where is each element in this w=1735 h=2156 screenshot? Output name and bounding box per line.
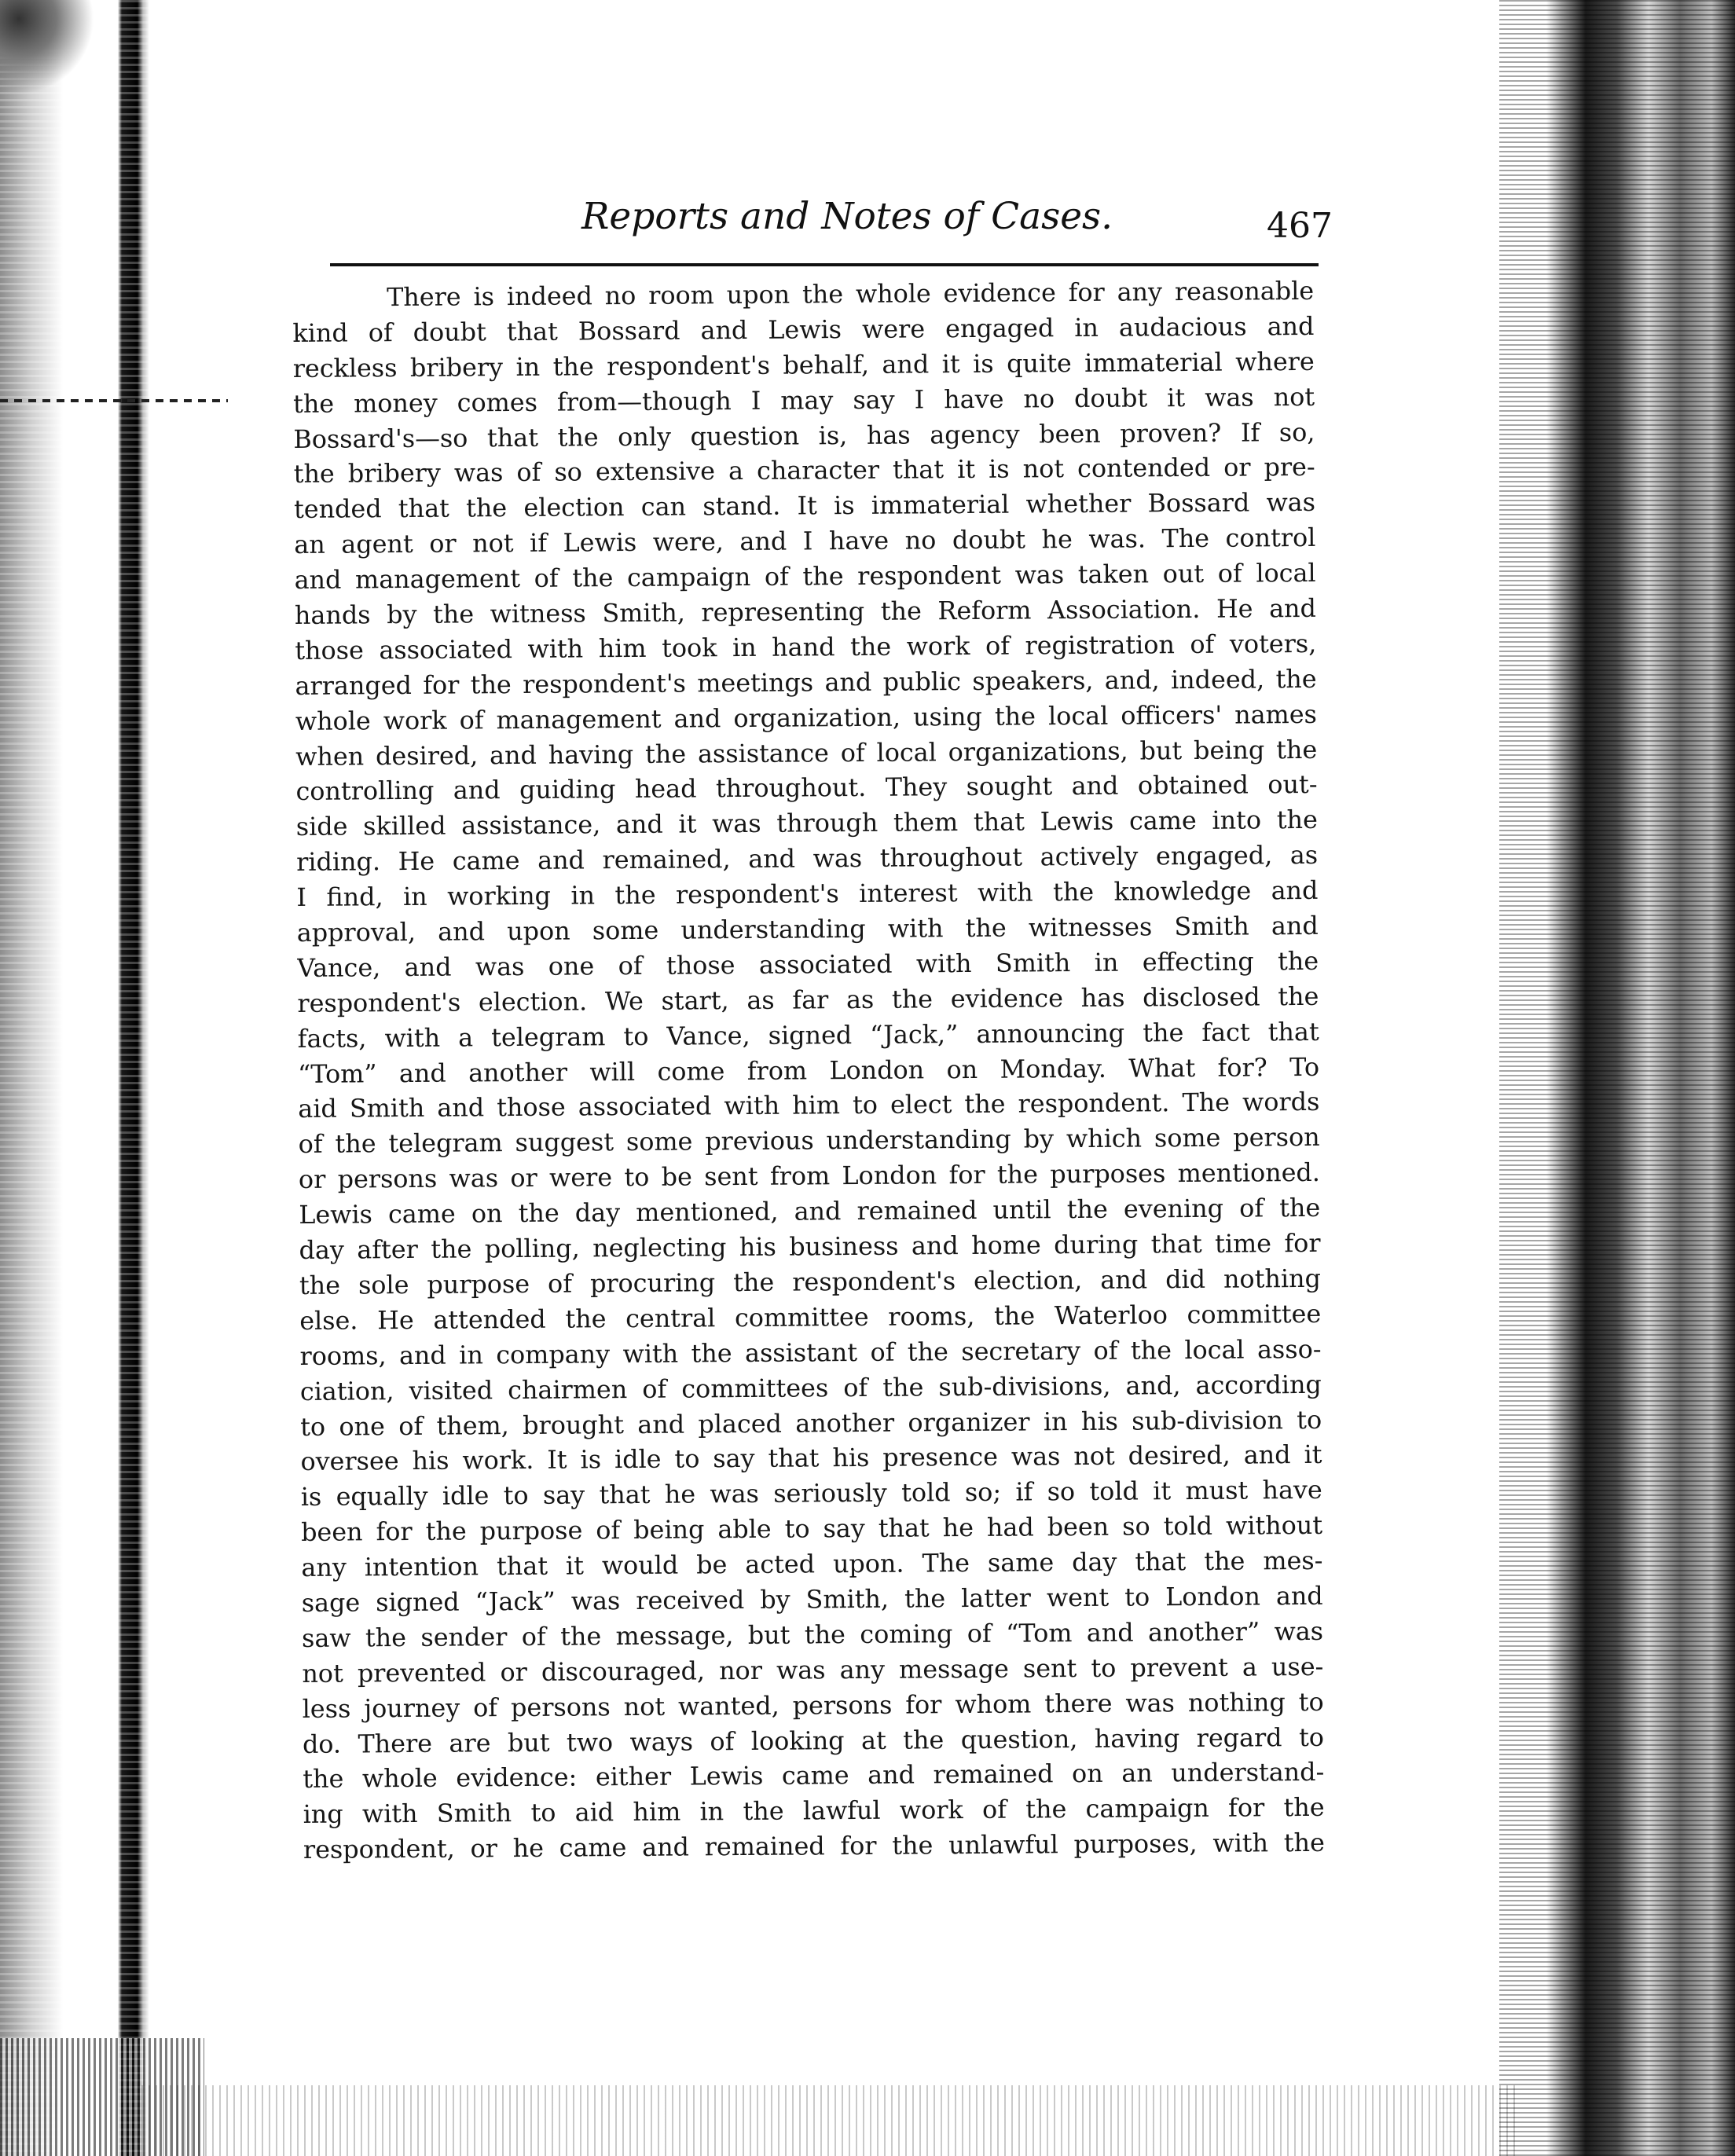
scan-margin-mark <box>0 399 228 402</box>
text-line: the money comes from—though I may say I have no doubt it was not <box>292 382 1315 419</box>
header-rule <box>330 263 1319 266</box>
text-line: Bossard's—so that the only question is, has agency been proven? If so, <box>293 417 1315 454</box>
text-line: approval, and upon some understanding with the witnesses Smith and <box>296 911 1319 948</box>
scan-bottom-edge <box>141 2085 1515 2156</box>
page-number: 467 <box>1267 206 1333 246</box>
text-line: any intention that it would be acted upon. The same day that the mes- <box>301 1546 1323 1583</box>
text-line: of the telegram suggest some previous understanding by which some person <box>298 1123 1320 1160</box>
text-line: saw the sender of the message, but the coming of “Tom and another” was <box>301 1616 1324 1653</box>
text-line: the bribery was of so extensive a character that it is not contended or pre- <box>293 453 1315 490</box>
text-line: to one of them, brought and placed another organizer in his sub-division to <box>300 1405 1322 1442</box>
text-line: day after the polling, neglecting his business and home during that time for <box>299 1228 1321 1266</box>
text-line: Vance, and was one of those associated with Smith in effecting the <box>296 946 1319 983</box>
text-line: whole work of management and organization, using the local officers' names <box>295 699 1318 736</box>
text-line: I find, in working in the respondent's interest with the knowledge and <box>296 876 1319 913</box>
text-line: an agent or not if Lewis were, and I have no doubt he was. The control <box>294 523 1316 560</box>
text-line: There is indeed no room upon the whole evidence for any reasonable <box>387 276 1315 313</box>
text-line: else. He attended the central committee rooms, the Waterloo committee <box>299 1299 1322 1336</box>
text-line: is equally idle to say that he was seriously told so; if so told it must have <box>300 1476 1322 1512</box>
text-line: not prevented or discouraged, nor was any message sent to prevent a use- <box>302 1652 1324 1688</box>
text-line: tended that the election can stand. It is immaterial whether Bossard was <box>293 488 1316 525</box>
text-line: ing with Smith to aid him in the lawful work of the campaign for the <box>303 1793 1325 1830</box>
body-text <box>292 274 1326 2088</box>
text-line: riding. He came and remained, and was throughout actively engaged, as <box>296 841 1319 878</box>
text-line: rooms, and in company with the assistant of the secretary of the local asso- <box>299 1334 1322 1371</box>
running-head-title: Reports and Notes of Cases. <box>581 195 1113 238</box>
text-line: hands by the witness Smith, representing the Reform Association. He and <box>294 593 1317 631</box>
text-line: Lewis came on the day mentioned, and remained until the evening of the <box>299 1194 1321 1230</box>
text-line: been for the purpose of being able to say that he had been so told without <box>300 1511 1323 1548</box>
text-line: ciation, visited chairmen of committees of the sub-divisions, and, according <box>299 1370 1322 1406</box>
text-line: the sole purpose of procuring the respondent's election, and did nothing <box>299 1263 1322 1300</box>
text-line: controlling and guiding head throughout. They sought and obtained out- <box>295 770 1318 807</box>
text-line: reckless bribery in the respondent's behalf, and it is quite immaterial where <box>292 346 1315 383</box>
text-line: aid Smith and those associated with him to elect the respondent. The words <box>298 1087 1320 1124</box>
text-line: side skilled assistance, and it was through them that Lewis came into the <box>295 805 1318 842</box>
text-line: when desired, and having the assistance of local organizations, but being the <box>295 735 1318 772</box>
text-line: do. There are but two ways of looking at the question, having regard to <box>302 1722 1325 1759</box>
text-line: sage signed “Jack” was received by Smith, the latter went to London and <box>301 1581 1323 1618</box>
text-line: respondent, or he came and remained for the unlawful purposes, with the <box>303 1828 1326 1865</box>
scan-right-edge <box>1499 0 1735 2156</box>
text-line: kind of doubt that Bossard and Lewis were engaged in audacious and <box>292 311 1315 348</box>
text-line: and management of the campaign of the respondent was taken out of local <box>294 559 1316 596</box>
text-line: the whole evidence: either Lewis came and remained on an understand- <box>303 1758 1325 1795</box>
text-line: respondent's election. We start, as far as the evidence has disclosed the <box>297 981 1319 1018</box>
text-line: less journey of persons not wanted, persons for whom there was nothing to <box>302 1687 1324 1724</box>
text-line: arranged for the respondent's meetings and public speakers, and, indeed, the <box>295 664 1317 701</box>
text-line: or persons was or were to be sent from London for the purposes mentioned. <box>298 1158 1321 1195</box>
text-line: those associated with him took in hand the work of registration of voters, <box>295 629 1317 666</box>
scan-left-edge <box>0 0 149 2156</box>
text-line: “Tom” and another will come from London on Monday. What for? To <box>297 1052 1320 1089</box>
text-line: oversee his work. It is idle to say that his presence was not desired, and it <box>300 1440 1322 1477</box>
scan-corner-smudge <box>0 0 94 94</box>
text-line: facts, with a telegram to Vance, signed “Jack,” announcing the fact that <box>297 1017 1319 1054</box>
